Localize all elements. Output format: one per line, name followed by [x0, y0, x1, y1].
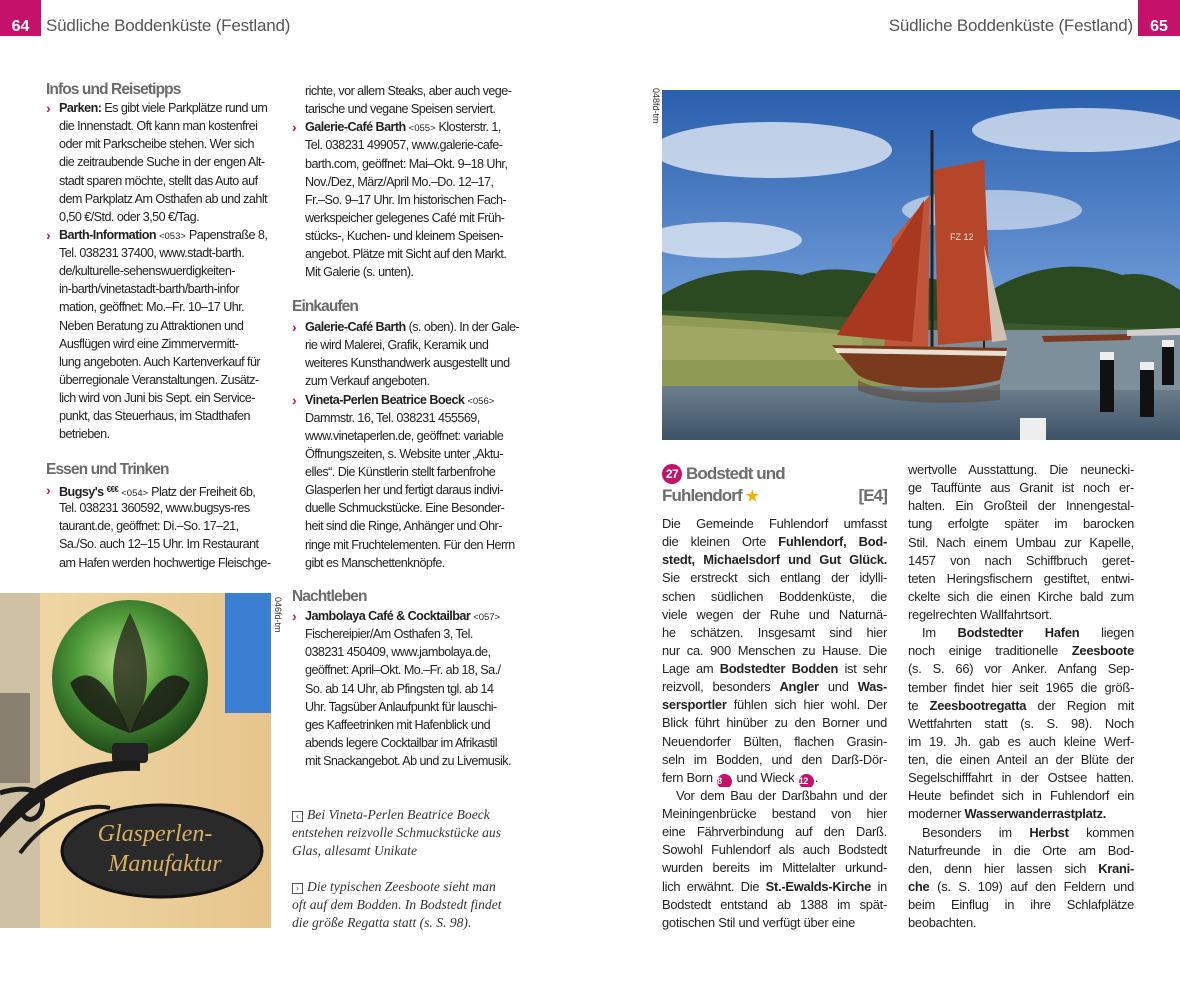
text-line: entstehen reizvolle Schmuckstücke aus [292, 825, 501, 841]
text-line: ckelte sich die einen Kirche bald zum [908, 588, 1134, 604]
text-line: Wettfahrten statt (s. S. 98). Noch [908, 715, 1134, 731]
text-line: moderner Wasserwanderrastplatz. [908, 806, 1107, 822]
map-grid-reference: [E4] [858, 486, 887, 505]
text-line: duelle Schmuckstücke. Eine Besonder- [305, 501, 505, 516]
text-line: ge Tauffünte aus Granit ist noch er- [908, 480, 1134, 496]
bold-term: Herbst [1029, 824, 1069, 840]
photo-credit-right: 048fd-tm [651, 88, 661, 124]
einkaufen-list [292, 318, 525, 572]
poi-code: <055> [408, 123, 436, 135]
text-line: weiteres Kunsthandwerk ausgestellt und [305, 356, 510, 371]
bullet-chevron-icon: › [46, 482, 51, 498]
heading-infos: Infos und Reisetipps [46, 81, 181, 98]
text-line: (s. S. 66) vor Anker. Anfang Sep- [908, 661, 1134, 677]
text-line: Neben Beratung zu Attraktionen und [59, 318, 244, 333]
bullet-chevron-icon: › [292, 119, 297, 136]
text-line: › Galerie-Café Barth (s. oben). In der Gale- [292, 319, 520, 335]
text-line: barth.com, geöffnet: Mai–Okt. 9–18 Uhr, [305, 156, 508, 171]
text-line: Nov./Dez, März/April Mo.–Do. 12–17, [305, 174, 494, 189]
place-number-badge: 8 [717, 774, 732, 787]
bold-term: stedt, Michaelsdorf und Gut Glück. [662, 552, 887, 568]
photo-credit-left: 046fd-tm [273, 597, 283, 633]
essen-list [46, 481, 279, 572]
text-line: zum Verkauf angeboten. [305, 374, 430, 389]
bold-term: Barth-Information [59, 227, 156, 242]
text-line: tung erfolgte später im barocken [908, 516, 1134, 532]
text-line: lich wird von Juni bis Sept. ein Service- [59, 391, 255, 405]
body-text-column-2 [908, 461, 1134, 932]
text-line: Tel. 038231 499057, www.galerie-cafe- [305, 138, 503, 153]
essen-list-continued [292, 82, 525, 281]
text-line: im 19. Jh. gab es auch kleine Werf- [908, 733, 1134, 749]
body-text-column-1 [662, 515, 887, 932]
caption-arrow-icon: ‹ [292, 811, 303, 822]
text-line: gibt es Manschettenknöpfe. [305, 555, 445, 570]
text-line: lung angeboten. Auch Kartenverkauf für [59, 354, 261, 369]
sign-text-line1: Glasperlen- [97, 821, 213, 847]
text-line: werkspeicher gelegenes Café mit Früh- [305, 210, 505, 225]
text-line: oft auf dem Bodden. In Bodstedt findet [292, 897, 502, 913]
text-line: Glasperlen her und fertigt daraus indivi- [305, 483, 503, 498]
text-line: 1457 von nach Schiffbruch geret- [908, 552, 1134, 568]
text-line: beim Einflug in ihre Schlafplätze [908, 897, 1134, 912]
bold-term: Fuhlendorf, Bod- [778, 534, 887, 550]
text-line: te Zeesbootregatta der Region mit [908, 697, 1134, 713]
bold-term: Krani- [1098, 860, 1134, 876]
text-line: Im Bodstedter Hafen liegen [922, 625, 1134, 641]
bold-term: Vineta-Perlen Beatrice Boeck [305, 392, 465, 407]
text-line [292, 607, 525, 625]
text-line: › Galerie-Café Barth <055> Klosterstr. 1, [292, 119, 501, 136]
text-line: schen südlichen Boddenküste, die [662, 588, 887, 604]
text-line [292, 391, 525, 409]
bold-term: Wasserwanderrastplatz. [964, 806, 1107, 822]
section-title-line2: Fuhlendorf [662, 486, 742, 505]
text-line: Sowohl Fuhlendorf als auch Bodstedt [662, 842, 887, 858]
text-line: de/kulturelle-sehenswuerdigkeiten- [59, 264, 235, 279]
poi-code: <057> [473, 612, 501, 623]
text-line: elles“. Die Künstlerin stellt farbenfrohe [305, 465, 496, 479]
text-line: tember findet hier seit 1965 die größ- [908, 679, 1134, 695]
text-line: betrieben. [59, 427, 110, 442]
caption-arrow-icon: › [292, 883, 303, 894]
text-line: Glas, allesamt Unikate [292, 843, 417, 859]
poi-code: <056> [467, 395, 495, 407]
page-number-right [1138, 0, 1180, 36]
poi-code: <054> [121, 488, 149, 499]
text-line: ‹ Bei Vineta-Perlen Beatrice Boeck [292, 806, 522, 824]
text-line: die zeitraubende Suche in der engen Alt- [59, 155, 265, 170]
text-line: mation, geöffnet: Mo.–Fr. 10–17 Uhr. [59, 300, 245, 315]
text-line: sersportler fühlen sich hier wohl. Der [662, 697, 887, 713]
text-line: viele wegen der Ruhe und Naturnä- [662, 606, 887, 622]
text-line: Besonders im Herbst kommen [922, 824, 1134, 840]
text-line: 038231 450409, www.jambolaya.de, [305, 645, 491, 660]
heading-essen: Essen und Trinken [46, 461, 169, 478]
text-line: Vor dem Bau der Darßbahn und der [676, 787, 887, 803]
text-line: reizvoll, besonders Angler und Was- [662, 679, 887, 695]
place-number-badge: 12 [799, 774, 814, 787]
text-line: fern Born 8 und Wieck 12 . [662, 769, 887, 787]
text-line: gotischen Stil und verfügt über eine [662, 914, 856, 930]
text-line: geöffnet: April–Okt. Mo.–Fr. ab 18, Sa./ [305, 663, 501, 678]
sailboat-photo-image [662, 90, 1180, 440]
text-line: am Hafen werden hochwertige Fleischge- [59, 555, 271, 570]
text-line: Öffnungszeiten, s. Website unter „Aktu- [305, 446, 503, 461]
text-line: den, denn hier lassen sich Krani- [908, 860, 1134, 876]
text-line: Tel. 038231 360592, www.bugsys-res [59, 501, 250, 516]
text-line: So. ab 14 Uhr, ab Pfingsten tgl. ab 14 [305, 681, 494, 696]
bold-term: Bugsy's [59, 485, 104, 499]
text-line: Blick führt hinüber zu den Borner und [662, 715, 887, 731]
text-line: ten, die einen Anteil an der Blüte der [908, 752, 1134, 767]
text-line: in-barth/vinetastadt-barth/barth-infor [59, 282, 240, 297]
text-line: wertvolle Ausstattung. Die neunecki- [908, 462, 1134, 477]
text-line: Bodstedt entstand ab 1388 im spät- [662, 896, 887, 912]
text-line: he schätzen. Insgesamt sind hier [662, 624, 887, 640]
text-line: Tel. 038231 37400, www.stadt-barth. [59, 246, 245, 260]
bold-term: sersportler [662, 697, 727, 713]
page-number-right-text: 65 [1150, 18, 1168, 35]
text-line: beobachten. [908, 915, 977, 931]
bullet-chevron-icon: › [292, 391, 297, 408]
text-line: stadt sparen möchte, stellt das Auto auf [59, 173, 258, 188]
text-line: oder mit Parkscheibe stehen. Wer sich [59, 137, 255, 152]
text-line: teten Heringsfischern gestiftet, entwi- [908, 570, 1134, 586]
bold-term: Zeesbootregatta [929, 697, 1027, 713]
section-number-badge: 27 [662, 464, 682, 484]
text-line: ges Kaffeetrinken mit Hafenblick und [305, 717, 491, 732]
bullet-chevron-icon: › [46, 226, 51, 243]
bullet-chevron-icon: › [46, 100, 51, 116]
text-line: Fr.–So. 9–17 Uhr. Im historischen Fach- [305, 192, 507, 207]
text-line: Fischereipier/Am Osthafen 3, Tel. [305, 627, 473, 642]
text-line: ringe mit Fruchtelementen. Für den Herrn [305, 537, 515, 552]
running-head-left: Südliche Boddenküste (Festland) [46, 16, 291, 35]
sail-registration-mark: FZ 12 [950, 232, 974, 242]
text-line: dem Parkplatz Am Osthafen ab und zahlt [59, 191, 268, 206]
text-line: abends legere Cocktailbar im Afrikastil [305, 735, 498, 750]
text-line: Meiningenbrücke bestand von hier [662, 806, 887, 821]
caption-right-photo [292, 878, 522, 932]
text-line: stücks-, Kuchen- und kleinem Speisen- [305, 229, 504, 243]
text-line: seln im Bodden, und den Darß-Dör- [662, 751, 887, 767]
text-line: Ausflügen wird eine Zimmervermitt- [59, 336, 239, 351]
text-line: angebot. Plätze mit Sicht auf den Markt. [305, 247, 507, 262]
bullet-chevron-icon: › [292, 608, 297, 624]
text-line: tarische und vegane Speisen serviert. [305, 102, 496, 117]
text-line: richte, vor allem Steaks, aber auch vege- [305, 84, 512, 98]
text-line: die größe Regatta statt (s. S. 98). [292, 915, 472, 931]
bold-term: che [908, 878, 930, 894]
bullet-chevron-icon: › [292, 319, 297, 335]
price-category: €€€ [106, 485, 119, 494]
text-line: www.vinetaperlen.de, geöffnet: variable [305, 428, 504, 443]
text-line: halten. Ein Großteil der Innengestal- [908, 498, 1134, 514]
text-line: die Innenstadt. Oft kann man kostenfrei [59, 119, 258, 134]
text-line: rie wird Malerei, Grafik, Keramik und [305, 338, 489, 353]
text-line: Sie erstreckt sich entlang der idylli- [662, 570, 887, 586]
text-line: die kleinen Orte Fuhlendorf, Bod- [662, 534, 887, 550]
bold-term: Galerie-Café Barth [305, 320, 406, 334]
sign-text-line2: Manufaktur [108, 851, 222, 877]
text-line: überregionale Veranstaltungen. Zusätz- [59, 372, 259, 387]
text-line: Sa./So. auch 12–15 Uhr. Im Restaurant [59, 537, 259, 552]
bold-term: St.-Ewalds-Kirche [765, 878, 872, 894]
text-line: Dammstr. 16, Tel. 038231 455569, [305, 410, 480, 425]
text-line: Naturfreunde in die Orte am Bod- [908, 842, 1134, 858]
text-line: taurant.de, geöffnet: Di.–So. 17–21, [59, 519, 239, 534]
text-line: lich erwähnt. Die St.-Ewalds-Kirche in [662, 878, 887, 894]
bold-term: Jambolaya Café & Cocktailbar [305, 609, 471, 623]
text-line: mit Snackangebot. Ab und zu Livemusik. [305, 754, 511, 768]
text-line: Segelschifffahrt in der Ostsee hatten. [908, 770, 1134, 786]
bold-term: Zeesboote [1071, 643, 1134, 659]
text-line [662, 551, 887, 569]
text-line: nur ca. 900 Menschen zu Hause. Die [662, 642, 887, 658]
bold-term: Angler [779, 679, 819, 695]
text-line: › Parken: Es gibt viele Parkplätze rund um [46, 100, 268, 116]
text-line: wurden bereits im Mittelalter urkund- [662, 860, 887, 876]
text-line: › Barth-Information <053> Papenstraße 8, [46, 226, 268, 243]
text-line: che (s. S. 109) auf den Feldern und [908, 878, 1134, 894]
text-line: Die Gemeinde Fuhlendorf umfasst [662, 516, 887, 531]
text-line: noch einige traditionelle Zeesboote [908, 643, 1134, 659]
page-number-left-text: 64 [11, 18, 30, 35]
section-heading [662, 463, 887, 508]
bold-term: Bodstedter Bodden [719, 661, 839, 676]
text-line: eine Fährverbindung auf den Darß. [662, 824, 887, 840]
text-line: Uhr. Tagsüber Anlaufpunkt für lauschi- [305, 699, 497, 714]
bold-term: Was- [857, 679, 887, 695]
text-line: Heute befindet sich in Fuhlendorf ein [908, 788, 1134, 804]
infos-list [46, 99, 279, 443]
text-line: › Bugsy's €€€ <054> Platz der Freiheit 6b, [46, 482, 256, 499]
sailboat-photo [662, 90, 1180, 440]
heading-einkaufen: Einkaufen [292, 298, 358, 315]
text-line: regelrechten Wallfahrtsort. [908, 607, 1052, 622]
section-title-line1: Bodstedt und [686, 464, 785, 483]
caption-left-photo [292, 806, 522, 860]
text-line: Mit Galerie (s. unten). [305, 265, 414, 280]
bold-term: Parken: [59, 101, 102, 115]
nachtleben-list [292, 607, 525, 770]
text-line: punkt, das Steuerhaus, im Stadthafen [59, 409, 250, 424]
poi-code: <053> [158, 230, 186, 242]
star-icon: ★ [745, 488, 759, 505]
page-number-left [0, 0, 41, 36]
glass-bead-photo [0, 593, 271, 928]
text-line: Neuendorfer Bülten, flachen Grasin- [662, 733, 887, 749]
text-line: Lage am Bodstedter Bodden ist sehr [662, 661, 887, 676]
bold-term: Galerie-Café Barth [305, 120, 406, 135]
heading-nachtleben: Nachtleben [292, 588, 367, 605]
running-head-right: Südliche Boddenküste (Festland) [888, 16, 1133, 35]
text-line: Stil. Nach einem Umbau zur Kapelle, [908, 534, 1134, 550]
text-line: heit sind die Ringe, Anhänger und Ohr- [305, 519, 502, 534]
text-line: › Die typischen Zeesboote sieht man [292, 878, 522, 896]
text-line: 0,50 €/Std. oder 3,50 €/Tag. [59, 209, 200, 224]
glass-bead-photo-image [0, 593, 271, 928]
bold-term: Bodstedter Hafen [957, 625, 1080, 641]
